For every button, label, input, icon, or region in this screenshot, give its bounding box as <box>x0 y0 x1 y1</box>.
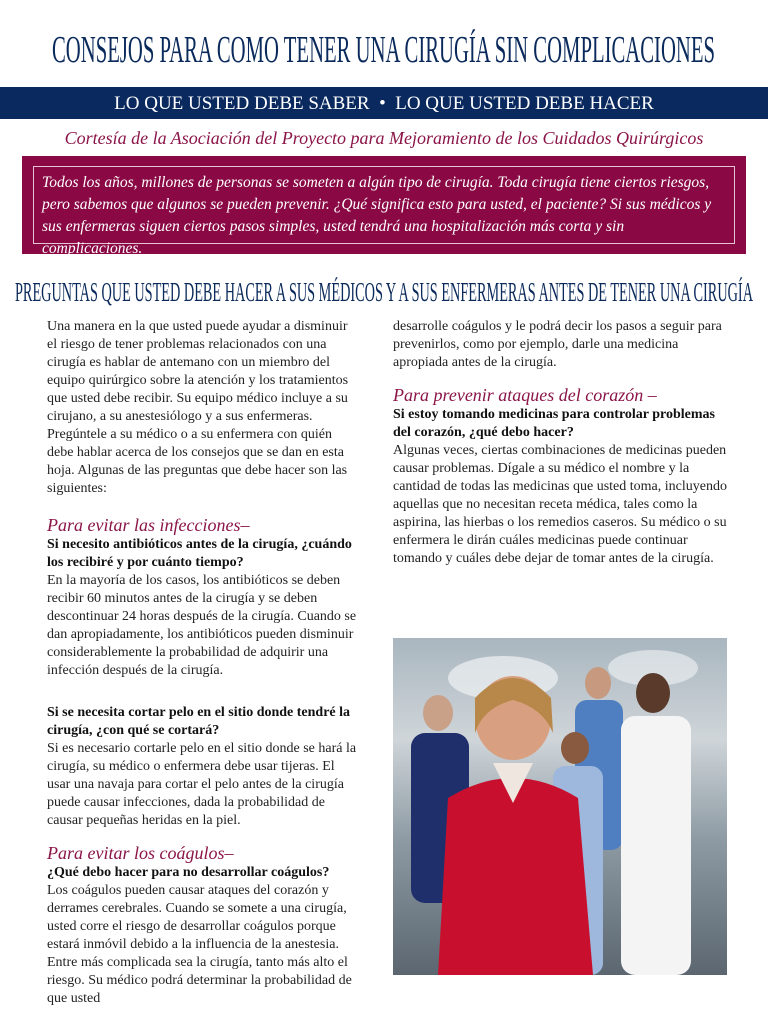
subtitle-band: LO QUE USTED DEBE SABER • LO QUE USTED DEBE HACER <box>0 87 768 119</box>
subheading: Para prevenir ataques del corazón – <box>393 385 657 405</box>
intro-text: Todos los años, millones de personas se someten a algún tipo de cirugía. Toda cirugía tiene ciertos riesgos, pero sabemos que algunos se pueden prevenir. ¿Qué significa esto para usted, el paciente? Si sus médicos y sus enfermeras siguen ciertos pasos simples, usted tendrá una hospitalización más corta y sin complicaciones. <box>33 166 735 244</box>
page-title <box>52 26 716 70</box>
title-text: CONSEJOS PARA COMO TENER UNA CIRUGÍA SIN COMPLICACIONES <box>52 29 715 70</box>
question-text: Si estoy tomando medicinas para controlar problemas del corazón, ¿qué debo hacer? <box>393 407 716 440</box>
subheading: Para evitar las infecciones– <box>47 515 250 535</box>
right-column <box>393 318 727 582</box>
question <box>47 864 360 882</box>
courtesy-line: Cortesía de la Asociación del Proyecto para Mejoramiento de los Cuidados Quirúrgicos <box>64 128 704 148</box>
answer: Los coágulos pueden causar ataques del corazón y derrames cerebrales. Cuando se somete a una cirugía, usted corre el riesgo de desarrollar coágulos porque estará inmóvil debido a la influencia de la anestesia. Entre más complicada sea la cirugía, tanto más alto el riesgo. Su médico podrá determinar la probabilidad de que usted <box>47 883 352 1006</box>
photo-illustration <box>393 638 727 975</box>
surgical-team-photo <box>393 638 727 975</box>
answer: Algunas veces, ciertas combinaciones de medicinas pueden causar problemas. Dígale a su médico el nombre y la cantidad de todas las medicinas que usted toma, incluyendo aquellas que no necesitan receta médica, tales como la aspirina, las hierbas o los remedios caseros. Su médico o su enfermera le dirán cuáles medicinas puede continuar tomando y cuáles debe dejar de tomar antes de la cirugía. <box>393 443 727 566</box>
paragraph: desarrolle coágulos y le podrá decir los pasos a seguir para prevenirlos, como por ejemplo, darle una medicina apropiada antes de la cirugía. <box>393 319 722 370</box>
subheading: Para evitar los coágulos– <box>47 843 234 863</box>
paragraph: Una manera en la que usted puede ayudar a disminuir el riesgo de tener problemas relacionados con una cirugía es hablar de antemano con un miembro del equipo quirúrgico sobre la atención y los tratamientos que usted debe recibir. Su equipo médico incluye a su cirujano, a su anestesiólogo y a sus enfermeras. Pregúntele a su médico o a su enfermera con quién debe hablar acerca de los consejos que se dan en esta hoja. Algunas de las preguntas que debe hacer son las siguientes: <box>47 319 349 496</box>
question-text: ¿Qué debo hacer para no desarrollar coágulos? <box>47 865 330 880</box>
question <box>47 704 360 740</box>
intro-box <box>22 156 746 257</box>
answer: En la mayoría de los casos, los antibióticos se deben recibir 60 minutos antes de la cirugía y se deben descontinuar 24 horas después de la cirugía. Cuando se dan apropiadamente, los antibióticos pueden disminuir considerablemente la probabilidad de adquirir una infección después de la cirugía. <box>47 573 357 678</box>
question <box>47 536 360 572</box>
question <box>393 406 727 442</box>
section-heading-text: PREGUNTAS QUE USTED DEBE HACER A SUS MÉDICOS Y A SUS ENFERMERAS ANTES DE TENER UNA CIRUGÍA <box>15 277 754 306</box>
section-heading <box>15 276 754 306</box>
section-heading-svg <box>15 276 754 306</box>
question-text: Si se necesita cortar pelo en el sitio donde tendré la cirugía, ¿con qué se cortará? <box>47 705 351 738</box>
question-text: Si necesito antibióticos antes de la cirugía, ¿cuándo los recibiré y por cuánto tiempo? <box>47 537 352 570</box>
answer: Si es necesario cortarle pelo en el sitio donde se hará la cirugía, su médico o enfermera debe usar tijeras. El usar una navaja para cortar el pelo antes de la cirugía puede causar infecciones, dada la probabilidad de causar pequeñas heridas en la piel. <box>47 741 357 828</box>
left-column <box>47 318 360 1022</box>
title-svg <box>52 26 716 70</box>
